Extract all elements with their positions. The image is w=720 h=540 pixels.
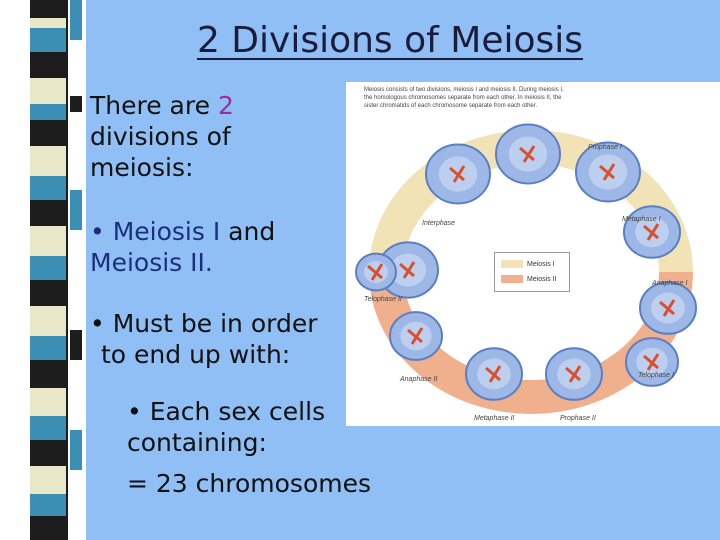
strip-accent [70,190,82,230]
strip-block [30,176,66,200]
meiosis-cycle-figure [346,82,720,426]
legend-label-meiosis-1: Meiosis I [527,260,555,268]
strip-block [30,104,66,120]
strip-block [30,440,66,466]
sub-bullet-line-3: = 23 chromosomes [127,469,371,498]
label-metaphase-2: Metaphase II [474,415,515,422]
strip-block [30,120,66,146]
strip-block [30,52,66,78]
strip-block [30,226,66,256]
strip-block [30,146,66,176]
strip-block [30,416,66,440]
figure-legend [494,252,570,292]
legend-item-meiosis-2 [501,275,557,283]
label-anaphase-2: Anaphase II [400,376,438,383]
strip-block [30,388,66,416]
bullet-order-line-2: to end up with: [101,340,291,369]
bullet-order: • Must be in order [90,309,318,338]
label-metaphase-1: Metaphase I [622,216,661,223]
strip-block [30,466,66,494]
label-telophase-1: Telophase I [638,372,674,379]
strip-accent [70,430,82,470]
legend-item-meiosis-1 [501,260,555,268]
strip-block [30,200,66,226]
figure-caption: Meiosis consists of two divisions, meiosis I and meiosis II. During meiosis I, the homologous chromosomes separate from each other. In meiosis II, the sister chromatids of each chromosome separate from each other. [364,87,564,109]
strip-block [30,280,66,306]
strip-block [30,516,66,540]
sub-bullet-line-2: containing: [127,428,267,457]
legend-swatch-meiosis-2 [501,275,523,283]
label-prophase-1: Prophase I [588,144,622,151]
strip-block [30,256,66,280]
strip-block [30,0,66,18]
label-prophase-2: Prophase II [560,415,596,422]
label-telophase-2: Telophase II [364,296,402,303]
label-interphase: Interphase [422,220,456,227]
intro-line-2: divisions of [90,122,231,151]
legend-swatch-meiosis-1 [501,260,523,268]
intro-number: 2 [217,91,234,120]
strip-block [30,306,66,336]
strip-accent [70,0,82,40]
bullet-meiosis [90,216,275,247]
strip-accent [70,96,82,112]
slide-title: 2 Divisions of Meiosis [196,20,584,61]
bullet-meiosis-line-2: Meiosis II. [90,248,213,277]
intro-text [90,90,234,121]
strip-block [30,28,66,52]
strip-block [30,18,66,28]
intro-line-3: meiosis: [90,153,194,182]
strip-block [30,360,66,388]
strip-accent [70,330,82,360]
bullet-meiosis-rest: and [220,217,276,246]
label-anaphase-1: Anaphase I [652,280,688,287]
strip-block [30,494,66,516]
strip-block [30,336,66,360]
bullet-meiosis-colored: • Meiosis I [90,217,221,246]
sub-bullet: • Each sex cells [127,397,326,426]
strip-block [30,78,66,104]
legend-label-meiosis-2: Meiosis II [527,275,557,283]
intro-prefix: There are [90,91,218,120]
